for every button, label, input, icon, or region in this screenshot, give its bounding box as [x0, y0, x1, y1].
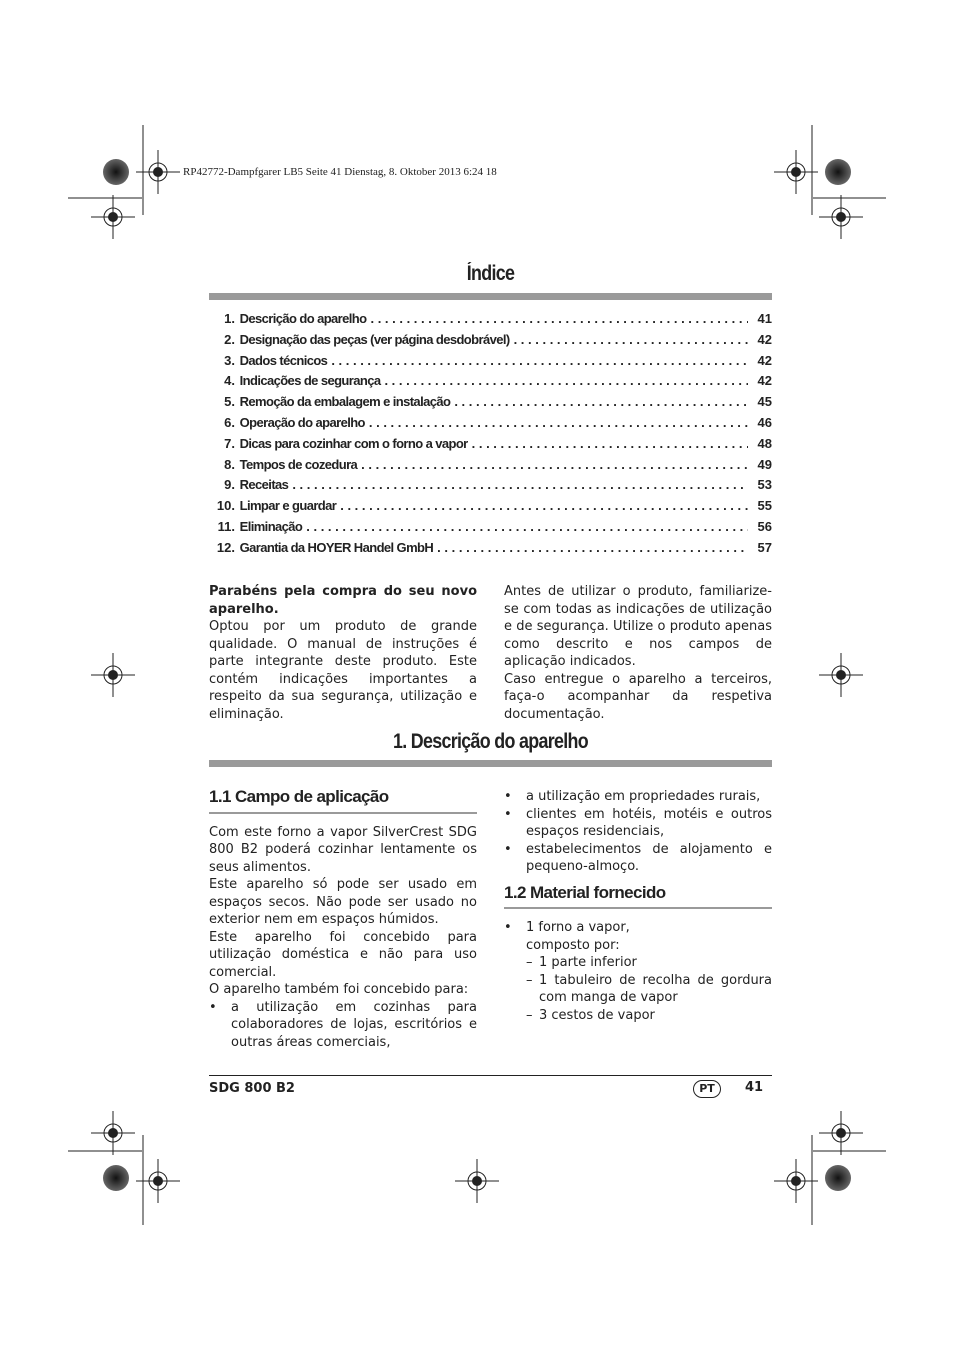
- list-item: • a utilização em cozinhas para colaboradores de lojas, escritórios e outras áreas comerciais,: [209, 999, 477, 1052]
- section-title: 1. Descrição do aparelho: [393, 730, 588, 753]
- list-item: – 1 parte inferior: [526, 954, 772, 972]
- paragraph: Este aparelho só pode ser usado em espaços secos. Não pode ser usado no exterior nem em espaços húmidos.: [209, 877, 477, 927]
- paragraph: Com este forno a vapor SilverCrest SDG 800 B2 poderá cozinhar lentamente os seus alimentos.: [209, 824, 477, 875]
- components-list: [526, 954, 772, 1024]
- list-item: • a utilização em propriedades rurais,: [504, 788, 772, 806]
- toc-entry[interactable]: 1. Descrição do aparelho . . . 41: [209, 311, 772, 332]
- list-item: • estabelecimentos de alojamento e pequeno-almoço.: [504, 841, 772, 876]
- index-title: Índice: [466, 262, 515, 285]
- list-item: – 1 tabuleiro de recolha de gordura com manga de vapor: [526, 972, 772, 1007]
- list-item: • 1 forno a vapor, composto por: – 1 parte inferior – 1 tabuleiro de recolha de gordura com manga de vapor – 3 cestos de vapor: [504, 919, 772, 1024]
- toc-entry[interactable]: 9. Receitas . . . 53: [209, 477, 772, 498]
- section-1-1: [209, 788, 477, 1051]
- subsection-title: 1.2 Material fornecido: [504, 882, 666, 902]
- toc-entry[interactable]: 8. Tempos de cozedura . . . 49: [209, 457, 772, 478]
- toc-entry[interactable]: 6. Operação do aparelho . . . 46: [209, 415, 772, 436]
- toc-entry[interactable]: 5. Remoção da embalagem e instalação . . . 45: [209, 394, 772, 415]
- print-slug: RP42772-Dampfgarer LB5 Seite 41 Dienstag, 8. Oktober 2013 6:24 18: [183, 166, 497, 178]
- section-title-bar: [209, 760, 772, 767]
- list-item: • clientes em hotéis, motéis e outros espaços residenciais,: [504, 806, 772, 841]
- language-badge: PT: [693, 1080, 721, 1098]
- footer-rule: [209, 1075, 772, 1076]
- intro-right-paragraph: Antes de utilizar o produto, familiarize-se com todas as indicações de utilização e de segurança. Utilize o produto apenas como descrito e nos campos de aplicação indicados.: [504, 584, 772, 669]
- intro-left-text: Optou por um produto de grande qualidade. O manual de instruções é parte integrante deste produto. Este contém indicações importantes a respeito da sua segurança, utilização e eliminação.: [209, 619, 477, 722]
- usage-list: [209, 999, 477, 1052]
- subsection-rule: [504, 907, 772, 909]
- toc-entry[interactable]: 11. Eliminação . . . 56: [209, 519, 772, 540]
- table-of-contents: [209, 311, 772, 561]
- toc-entry[interactable]: 7. Dicas para cozinhar com o forno a vapor . . . 48: [209, 436, 772, 457]
- paragraph: Este aparelho foi concebido para utilização doméstica e não para uso comercial.: [209, 929, 477, 980]
- list-item: – 3 cestos de vapor: [526, 1007, 772, 1025]
- intro-heading: Parabéns pela compra do seu novo aparelho.: [209, 584, 477, 617]
- supplied-material-list: [504, 919, 772, 1024]
- intro-left-column: [209, 583, 477, 723]
- toc-entry[interactable]: 3. Dados técnicos . . . 42: [209, 353, 772, 374]
- toc-entry[interactable]: 12. Garantia da HOYER Handel GmbH . . . 57: [209, 540, 772, 561]
- paragraph: O aparelho também foi concebido para:: [209, 982, 469, 997]
- subsection-rule: [209, 812, 477, 814]
- section-1-1-continued: [504, 788, 772, 1024]
- footer-model: SDG 800 B2: [209, 1081, 295, 1096]
- index-title-bar: [209, 293, 772, 300]
- toc-entry[interactable]: 4. Indicações de segurança . . . 42: [209, 373, 772, 394]
- intro-right-paragraph: Caso entregue o aparelho a terceiros, faça-o acompanhar da respetiva documentação.: [504, 671, 772, 722]
- subsection-title: 1.1 Campo de aplicação: [209, 787, 389, 806]
- usage-list-continued: [504, 788, 772, 876]
- toc-entry[interactable]: 10. Limpar e guardar . . . 55: [209, 498, 772, 519]
- page-number: 41: [745, 1080, 764, 1095]
- intro-right-column: [504, 583, 772, 723]
- toc-entry[interactable]: 2. Designação das peças (ver página desdobrável) . . . 42: [209, 332, 772, 353]
